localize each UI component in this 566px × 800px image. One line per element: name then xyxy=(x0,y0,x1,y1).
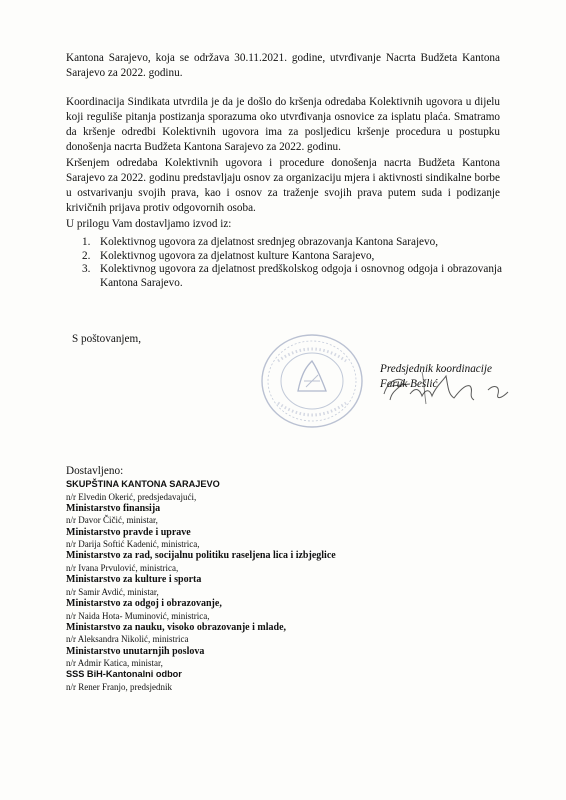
recipient-name: SSS BiH-Kantonalni odbor xyxy=(66,669,182,680)
paragraph-consequences: Kršenjem odredaba Kolektivnih ugovora i procedure donošenja nacrta Budžeta Kantona Sarajevo za 2022. godinu predstavljaju osnov za organizaciju mjera i aktivnosti sindikalne borbe u ostvarivanju svojih prava, kao i osnov za traženje svojih prava putem suda i podizanje krivičnih prijava protiv odgovornih osoba. xyxy=(66,157,500,215)
signer-title: Predsjednik koordinacije xyxy=(380,363,492,375)
attachment-list xyxy=(82,236,502,290)
paragraph-intro: Kantona Sarajevo, koja se održava 30.11.2021. godine, utvrđivanje Nacrta Budžeta Kantona Sarajevo za 2022. godinu. xyxy=(66,52,500,80)
recipient-attention: n/r Darija Softić Kadenić, ministrica, xyxy=(66,539,200,550)
recipient-attention: n/r Elvedin Okerić, predsjedavajući, xyxy=(66,491,197,502)
list-item-text: Kolektivnog ugovora za djelatnost predškolskog odgoja i osnovnog odgoja i obrazovanja Kantona Sarajevo. xyxy=(100,263,502,289)
closing-greeting: S poštovanjem, xyxy=(72,333,141,345)
recipient-attention: n/r Naida Hota- Muminović, ministrica, xyxy=(66,610,210,621)
recipient-name: Ministarstvo za kulture i sporta xyxy=(66,574,202,586)
recipient-attention: n/r Davor Čičić, ministar, xyxy=(66,515,158,526)
recipient-name: Ministarstvo finansija xyxy=(66,502,161,514)
recipient-name: Ministarstvo za nauku, visoko obrazovanje i mlade, xyxy=(66,621,287,633)
list-item-text: Kolektivnog ugovora za djelatnost srednjeg obrazovanja Kantona Sarajevo, xyxy=(100,236,439,248)
recipient-name: SKUPŠTINA KANTONA SARAJEVO xyxy=(66,479,220,489)
recipient-attention: n/r Ivana Prvulović, ministrica, xyxy=(66,562,179,573)
distribution-title: Dostavljeno: xyxy=(66,465,124,477)
recipient-list xyxy=(66,479,486,693)
recipient-attention: n/r Samir Avdić, ministar, xyxy=(66,586,159,597)
paragraph-attachment-intro: U prilogu Vam dostavljamo izvod iz: xyxy=(66,218,232,231)
recipient-name: Ministarstvo za odgoj i obrazovanje, xyxy=(66,597,222,609)
list-item-text: Kolektivnog ugovora za djelatnost kulture Kantona Sarajevo, xyxy=(100,249,375,262)
list-item xyxy=(82,250,502,264)
paragraph-findings: Koordinacija Sindikata utvrdila je da je došlo do kršenja odredaba Kolektivnih ugovora u dijelu koji reguliše pitanja postizanja sporazuma oko utvrđivanja osnovice za isplatu plaća. Smatramo da kršenje odredbi Kolektivnih ugovora ima za posljedicu kršenje procedura u postupku donošenja nacrta Budžeta Kantona Sarajevo za 2022. godinu. xyxy=(66,96,500,154)
recipient-attention: n/r Rener Franjo, predsjednik xyxy=(66,681,172,692)
recipient-attention: n/r Admir Katica, ministar, xyxy=(66,658,163,669)
recipient-attention: n/r Aleksandra Nikolić, ministrica xyxy=(66,634,189,645)
official-stamp-icon xyxy=(258,331,366,431)
signer-name: Faruk Bešlić xyxy=(380,378,438,390)
handwritten-signature-icon xyxy=(370,360,520,410)
list-item xyxy=(82,263,502,290)
distribution-list xyxy=(66,465,486,693)
recipient-name: Ministarstvo pravde i uprave xyxy=(66,526,191,538)
list-item-number: 1. xyxy=(82,236,91,248)
list-item xyxy=(82,236,502,250)
list-item-number: 2. xyxy=(82,249,91,262)
recipient-name: Ministarstvo unutarnjih poslova xyxy=(66,645,205,657)
recipient-name: Ministarstvo za rad, socijalnu politiku raseljena lica i izbjeglice xyxy=(66,550,336,562)
list-item-number: 3. xyxy=(82,263,91,276)
